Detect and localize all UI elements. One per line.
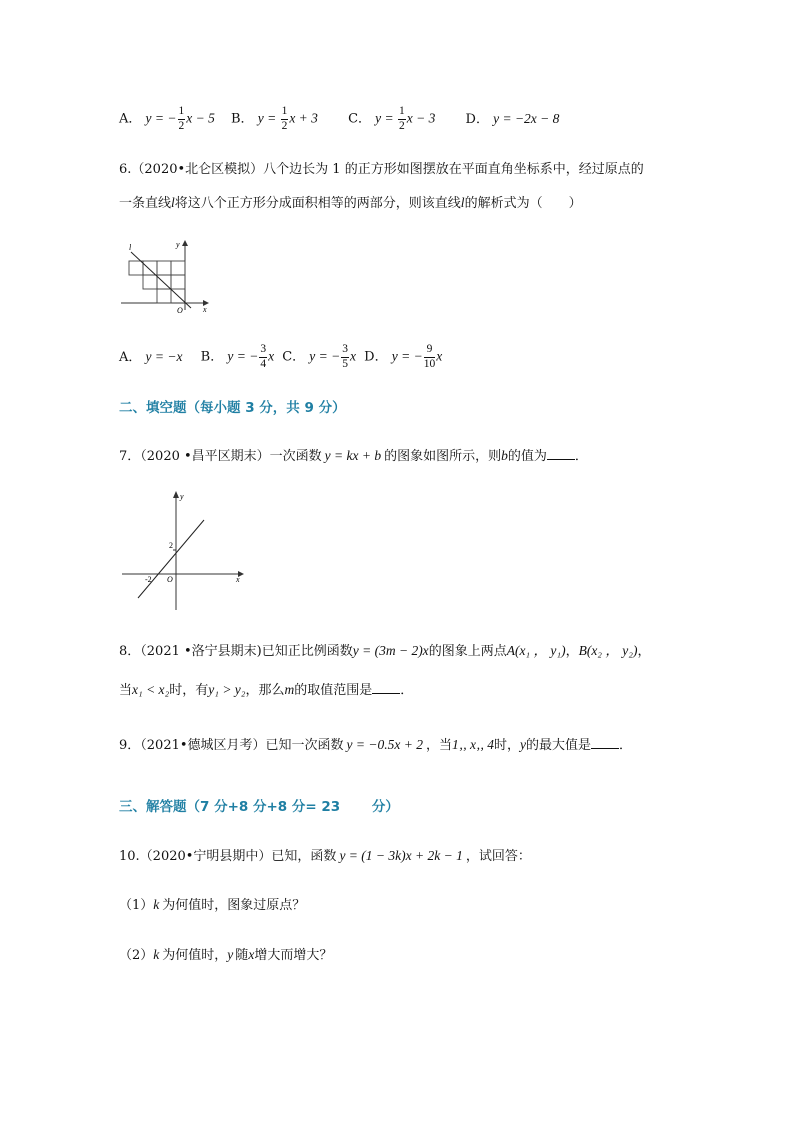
option-label: B．	[231, 111, 254, 127]
math-expr: y = −	[227, 348, 259, 364]
denominator: 4	[260, 357, 267, 370]
q5-options	[119, 106, 559, 132]
option-label: C．	[348, 111, 372, 127]
q6-squares-figure	[115, 238, 215, 318]
text: 当	[119, 683, 133, 698]
text: 的图象如图所示，则	[384, 449, 502, 464]
part-label: （1）	[119, 898, 154, 913]
text: 8．（2021 •洛宁县期末)已知正比例函数	[119, 644, 353, 659]
text: 的取值范围是	[294, 683, 373, 698]
text: ，试回答：	[465, 849, 531, 864]
text: ．	[574, 449, 588, 464]
denominator: 10	[423, 357, 436, 370]
var-k: k	[153, 947, 160, 962]
answer-blank[interactable]	[591, 736, 619, 749]
math-expr: y =	[257, 110, 280, 126]
text: ，当	[425, 738, 452, 753]
square	[129, 261, 143, 275]
square	[157, 289, 171, 303]
q7-text	[119, 445, 588, 464]
label-x: x	[236, 575, 240, 584]
var-y: y	[520, 737, 526, 752]
label-y: y	[176, 240, 180, 249]
denominator: 2	[281, 119, 288, 132]
math-expr: y = −	[309, 348, 341, 364]
option-label: D．	[364, 349, 388, 365]
math-expr: y = −0.5x + 2	[346, 737, 423, 752]
text: 的最大值是	[526, 738, 592, 753]
var-b: b	[501, 448, 508, 463]
denominator: 2	[399, 119, 405, 132]
text: 随	[235, 948, 249, 963]
text: ，	[637, 644, 651, 659]
numerator: 1	[281, 106, 289, 120]
text: ，	[565, 644, 579, 659]
squares	[129, 261, 185, 303]
option-label: A．	[119, 111, 142, 127]
option-label: B．	[200, 349, 224, 365]
math-expr: y = (3m − 2)x	[352, 643, 429, 658]
q10-part-1	[119, 894, 305, 913]
square	[157, 261, 171, 275]
text: 一条直线	[119, 196, 172, 211]
math-expr: y = −	[391, 348, 423, 364]
text: 为何值时，图象过原点？	[162, 898, 306, 913]
q5-option-a	[119, 106, 215, 132]
q5-option-b	[231, 106, 318, 132]
var-l: l	[171, 195, 175, 210]
q5-option-d	[466, 108, 560, 127]
option-label: C．	[282, 349, 306, 365]
fraction	[281, 106, 289, 132]
text: 10.（2020•宁明县期中）已知，函数	[119, 849, 337, 864]
math-expr: y = kx + b	[324, 448, 382, 463]
text: 的图象上两点	[428, 644, 507, 659]
q10-part-2	[119, 944, 332, 963]
math-expr: x	[350, 348, 357, 364]
math-expr: y = (1 − 3k)x + 2k − 1	[339, 848, 463, 863]
section-heading-solve: 三、解答题（7 分+8 分+8 分= 23 分）	[119, 799, 399, 815]
text: 将这八个正方形分成面积相等的两部分，则该直线	[174, 196, 461, 211]
fraction	[398, 106, 406, 132]
q5-option-c	[348, 106, 435, 132]
var-y: y	[227, 947, 234, 962]
numerator: 1	[398, 106, 406, 120]
text: ．	[400, 683, 414, 698]
math-expr: x − 3	[406, 110, 436, 126]
q8-line-2	[119, 679, 413, 698]
q6-option-b	[201, 344, 274, 370]
math-expr: y = −x	[145, 348, 183, 364]
square	[143, 275, 157, 289]
y-axis-arrow	[173, 491, 179, 498]
text: 时，	[493, 738, 520, 753]
answer-blank[interactable]	[372, 681, 400, 694]
option-label: D．	[465, 111, 489, 127]
text: 的值为	[507, 449, 547, 464]
square	[143, 261, 157, 275]
text: 7．（2020 •昌平区期末）一次函数	[119, 449, 322, 464]
label-neg2: -2	[145, 575, 152, 584]
square	[171, 261, 185, 275]
q9-text	[119, 734, 632, 753]
text: 9．（2021•德城区月考）已知一次函数	[119, 738, 344, 753]
label-x: x	[203, 305, 207, 314]
math-expr: x + 3	[289, 110, 318, 126]
math-expr: 1‚, x‚, 4	[452, 737, 494, 752]
q6-option-d	[364, 344, 442, 370]
part-label: （2）	[119, 948, 154, 963]
numerator: 1	[178, 106, 186, 120]
text: 为何值时，	[162, 948, 228, 963]
line-l	[131, 252, 191, 308]
section-heading-fill-in: 二、填空题（每小题 3 分，共 9 分）	[119, 400, 346, 416]
q6-option-c	[282, 344, 356, 370]
q6-line-1: 6.（2020•北仑区模拟）八个边长为 1 的正方形如图摆放在平面直角坐标系中，经过原点的	[119, 162, 644, 177]
q10-text	[119, 845, 531, 864]
text: 时，有	[169, 683, 209, 698]
var-l: l	[460, 195, 465, 210]
var-m: m	[284, 682, 295, 697]
math-expr: y = −2x − 8	[493, 110, 560, 126]
numerator: 3	[259, 344, 267, 358]
text: 增大而增大？	[254, 948, 333, 963]
square	[171, 275, 185, 289]
point-a: A(x₁ ， y₁)	[506, 643, 566, 658]
label-origin: O	[177, 306, 183, 315]
label-origin: O	[167, 575, 173, 584]
math-expr: y =	[375, 110, 398, 126]
option-label: A．	[119, 349, 142, 365]
q6-line-2	[119, 192, 582, 211]
math-expr: x	[436, 348, 443, 364]
var-k: k	[153, 897, 160, 912]
var-x: x	[248, 947, 255, 962]
label-y: y	[180, 492, 184, 501]
numerator: 9	[424, 344, 436, 358]
label-2: 2	[169, 541, 173, 550]
fraction	[424, 344, 436, 370]
fraction	[178, 106, 186, 132]
q6-options	[119, 344, 442, 370]
q6-option-a	[119, 346, 183, 365]
math-expr: y₁ > y₂	[208, 682, 246, 697]
text: ．	[619, 738, 633, 753]
text: 的解析式为（ ）	[464, 196, 582, 211]
function-line	[138, 520, 204, 598]
q7-line-graph	[118, 488, 248, 613]
math-expr: x	[268, 348, 275, 364]
denominator: 5	[342, 357, 349, 370]
denominator: 2	[178, 119, 185, 132]
numerator: 3	[341, 344, 349, 358]
q8-line-1	[119, 639, 650, 659]
answer-blank[interactable]	[547, 447, 575, 460]
math-expr: x − 5	[186, 110, 215, 126]
y-axis-arrow	[182, 240, 188, 246]
math-expr: y = −	[145, 110, 177, 126]
text: ，那么	[245, 683, 285, 698]
point-b: B(x₂ ， y₂)	[578, 643, 638, 658]
label-l: l	[129, 243, 132, 252]
fraction	[259, 344, 267, 370]
fraction	[341, 344, 349, 370]
math-expr: x₁ < x₂	[132, 682, 170, 697]
